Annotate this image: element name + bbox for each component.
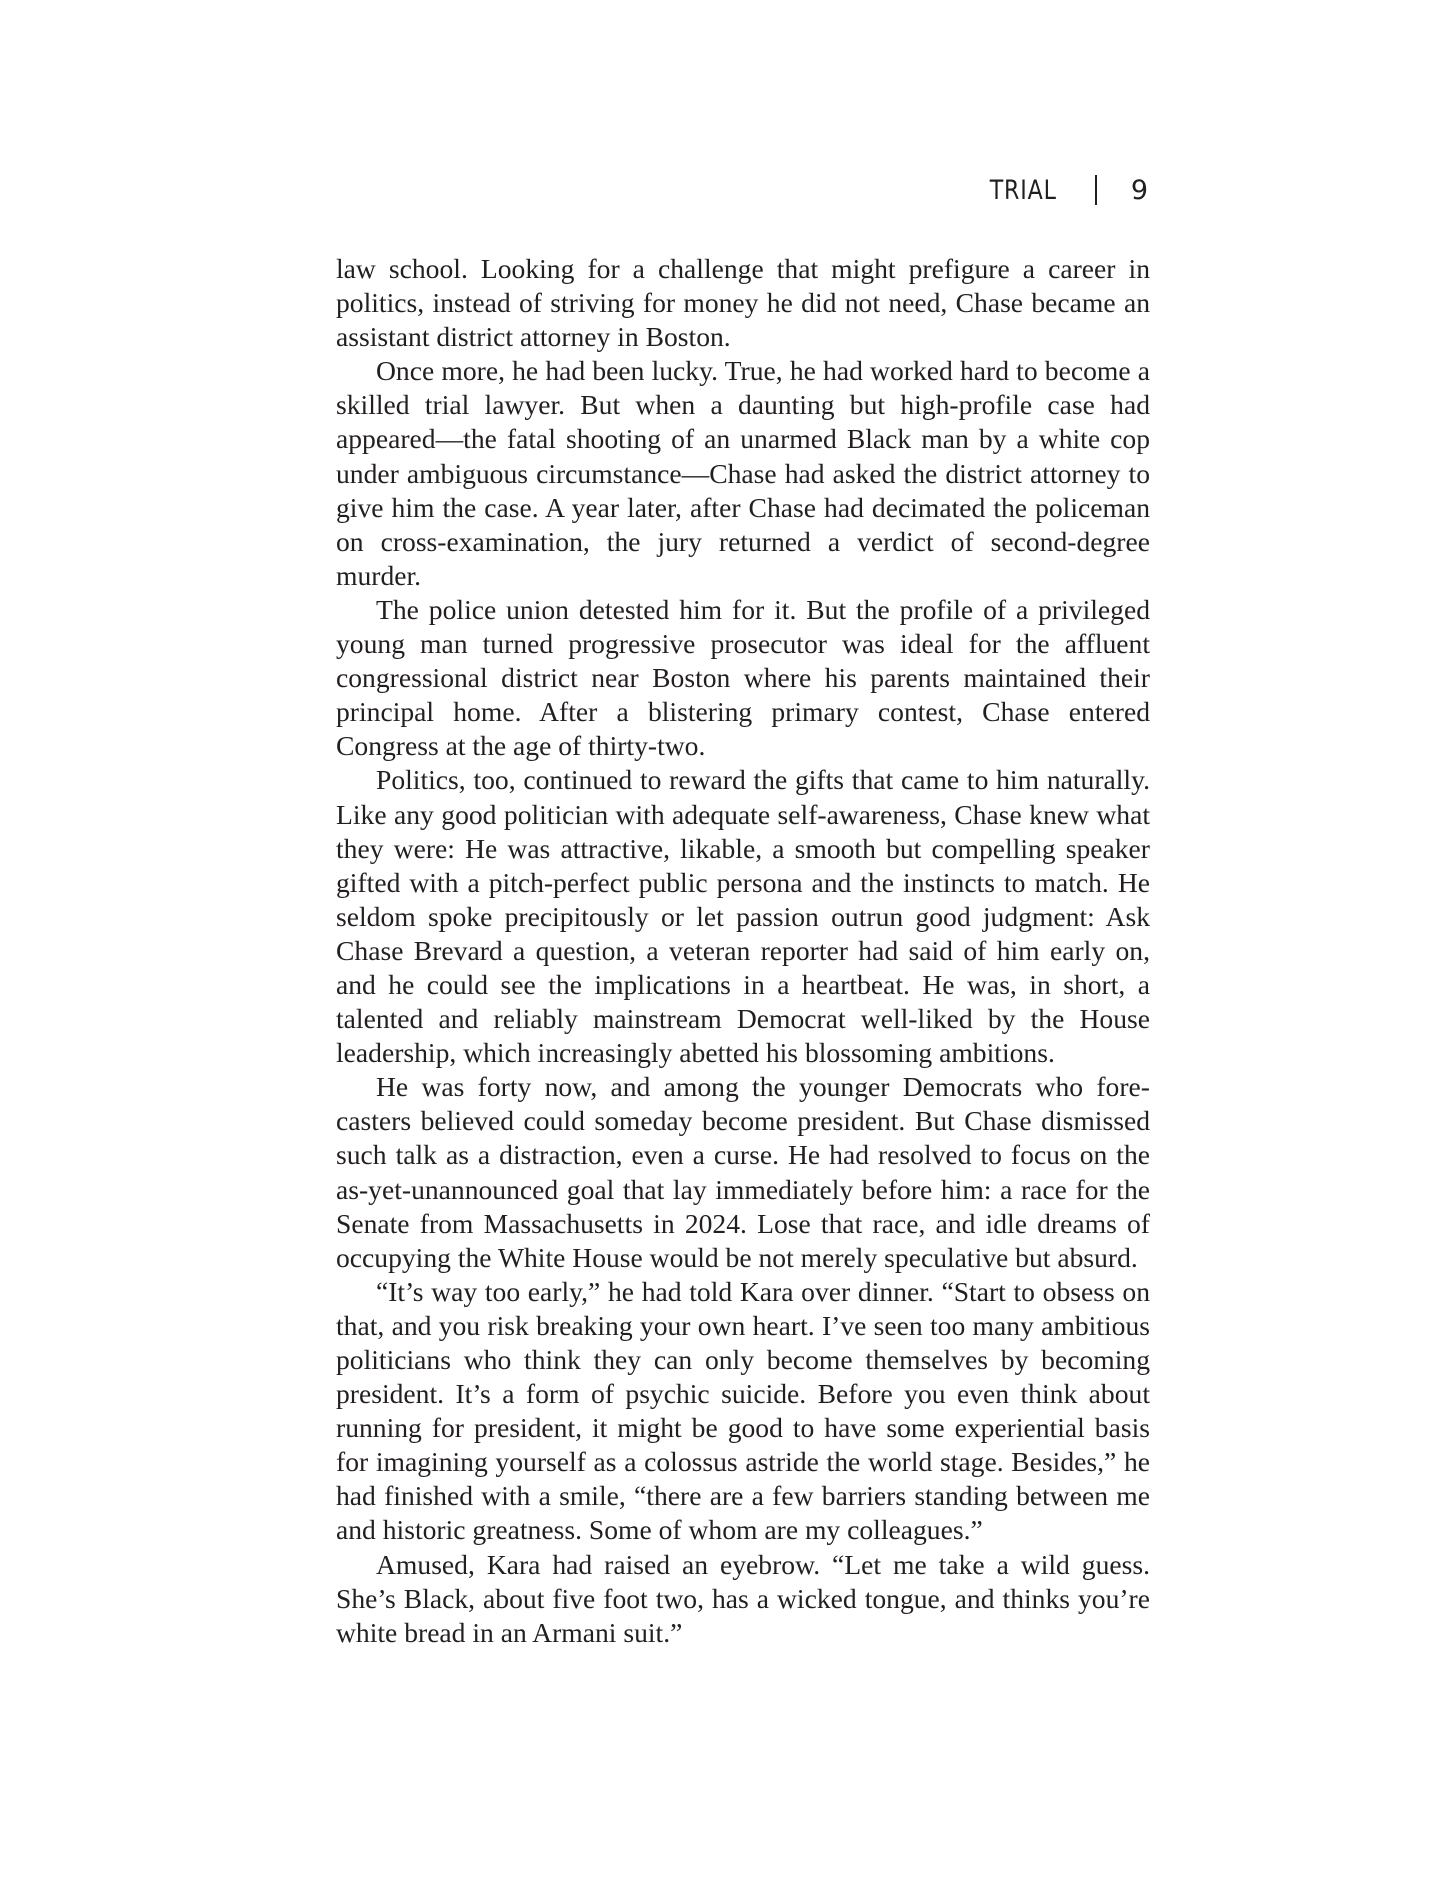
section-title: TRIAL: [989, 174, 1057, 206]
paragraph-1: law school. Looking for a challenge that might prefigure a career in politics, instead of striving for money he did not need, Chase became an assistant district attorney in Boston.: [336, 253, 1150, 353]
header-divider: [1095, 175, 1097, 205]
paragraph-2: Once more, he had been lucky. True, he had worked hard to become a skilled trial lawyer. But when a daunting but high-profile case had appeared—the fatal shooting of an unarmed Black man by a white cop under ambiguous circumstance—Chase had asked the district attorney to give him the case. A year later, after Chase had decimated the policeman on cross-examination, the jury returned a verdict of second-degree murder.: [336, 355, 1150, 591]
paragraph-4: Politics, too, continued to reward the gifts that came to him naturally. Like any good politician with adequate self-awareness, Chase knew what they were: He was attractive, likable, a smooth but compelling speaker gifted with a pitch-perfect public persona and the instincts to match. He seldom spoke precipitously or let passion outrun good judgment: Ask Chase Brevard a question, a veteran reporter had said of him early on, and he could see the implications in a heartbeat. He was, in short, a talented and reliably mainstream Democrat well-liked by the House leadership, which increasingly abetted his blossoming ambitions.: [336, 764, 1150, 1069]
paragraph-6: “It’s way too early,” he had told Kara over dinner. “Start to obsess on that, and you risk breaking your own heart. I’ve seen too many ambitious politicians who think they can only become themselves by becoming president. It’s a form of psychic suicide. Before you even think about running for president, it might be good to have some experiential basis for imagining yourself as a colossus astride the world stage. Besides,” he had finished with a smile, “there are a few barriers standing between me and historic greatness. Some of whom are my colleagues.”: [336, 1275, 1150, 1546]
running-head: [975, 170, 1149, 210]
paragraph-7: Amused, Kara had raised an eyebrow. “Let me take a wild guess. She’s Black, about five foot two, has a wicked tongue, and thinks you’re white bread in an Armani suit.”: [336, 1548, 1150, 1648]
body-text: [336, 252, 1150, 1650]
page-number: 9: [1130, 174, 1149, 206]
paragraph-3: The police union detested him for it. But the profile of a privileged young man turned progressive prosecutor was ideal for the affluent congressional district near Boston where his parents maintained their principal home. After a blistering primary contest, Chase entered Congress at the age of thirty-two.: [336, 593, 1150, 762]
paragraph-5: He was forty now, and among the younger Democrats who forecasters believed could someday become president. But Chase dismissed such talk as a distraction, even a curse. He had resolved to focus on the as-yet-unannounced goal that lay immediately before him: a race for the Senate from Massachusetts in 2024. Lose that race, and idle dreams of occupying the White House would be not merely speculative but absurd.: [336, 1071, 1150, 1273]
